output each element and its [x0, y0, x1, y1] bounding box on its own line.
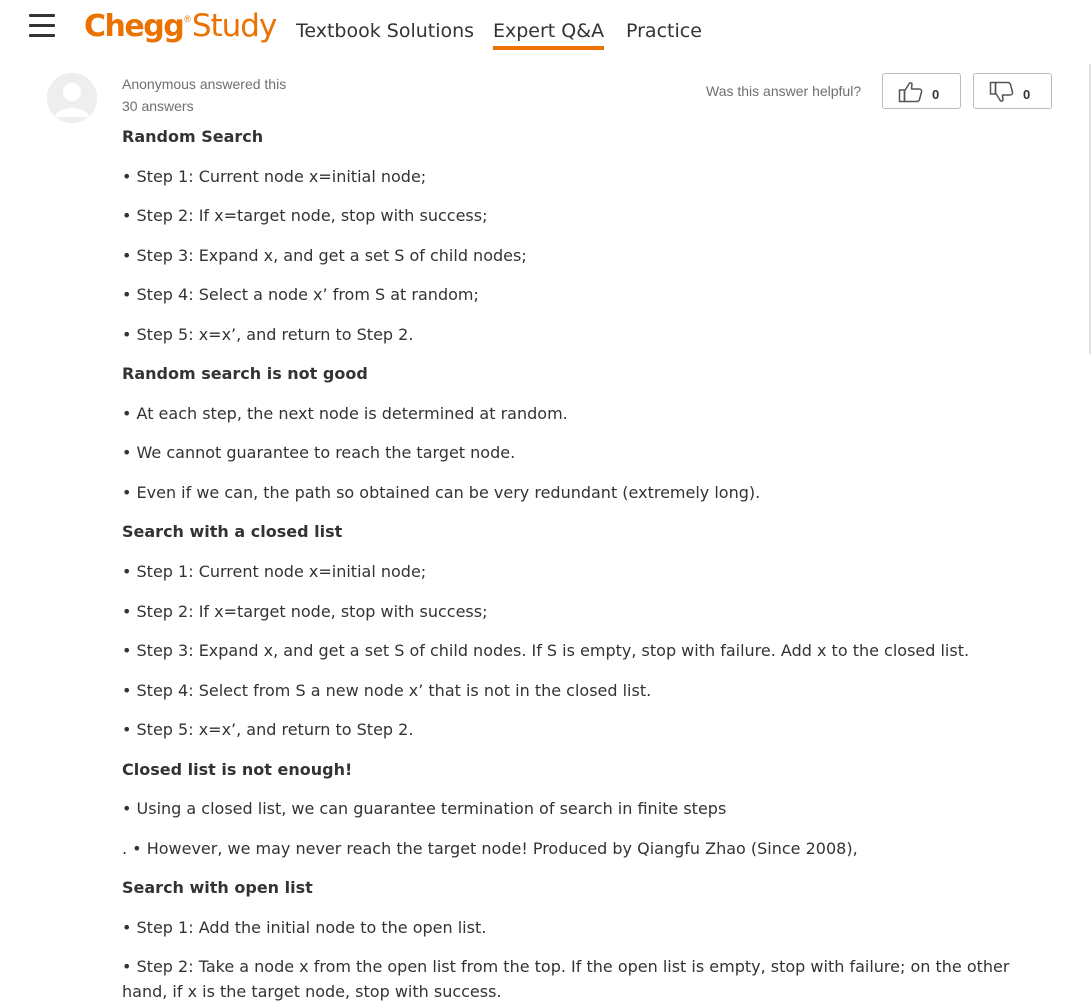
- thumbs-down-count: 0: [1023, 87, 1031, 102]
- thumbs-up-count: 0: [932, 87, 940, 102]
- hamburger-menu-icon[interactable]: [29, 14, 55, 38]
- logo-brand-text: Chegg: [84, 9, 184, 44]
- answer-section-heading: Random Search: [122, 127, 264, 146]
- site-header: [0, 0, 1091, 64]
- answer-step-line: • Using a closed list, we can guarantee termination of search in finite steps: [122, 799, 727, 819]
- answer-section-heading: Random search is not good: [122, 364, 368, 384]
- chegg-study-logo[interactable]: [84, 8, 276, 48]
- thumbs-down-icon: [989, 81, 1015, 106]
- answer-step-line: • We cannot guarantee to reach the target node.: [122, 443, 516, 463]
- answer-step-line: • Step 5: x=x’, and return to Step 2.: [122, 720, 414, 740]
- nav-practice[interactable]: Practice: [626, 20, 702, 42]
- answer-step-line: • Step 2: If x=target node, stop with success;: [122, 206, 488, 226]
- nav-textbook-solutions[interactable]: Textbook Solutions: [296, 20, 475, 42]
- thumbs-down-button[interactable]: [973, 73, 1052, 109]
- answer-step-line: • Step 4: Select from S a new node x’ that is not in the closed list.: [122, 680, 652, 700]
- logo-registered-mark: ®: [184, 14, 191, 24]
- answer-step-line: • Step 1: Add the initial node to the open list.: [122, 917, 487, 937]
- answer-meta: [122, 73, 286, 117]
- logo-product-text: Study: [191, 8, 277, 44]
- answer-section-heading: Search with open list: [122, 878, 313, 898]
- user-placeholder-icon: [47, 73, 97, 123]
- answer-step-line: • Step 5: x=x’, and return to Step 2.: [122, 324, 414, 344]
- answer-step-line: • Step 2: Take a node x from the open list from the top. If the open list is empty, stop with failure; on the other hand, if x is the target node, stop with success.: [122, 957, 1010, 1002]
- thumbs-up-button[interactable]: [882, 73, 961, 109]
- answer-step-line: • Step 1: Current node x=initial node;: [122, 166, 427, 186]
- thumbs-up-icon: [898, 81, 924, 106]
- author-line: Anonymous answered this: [122, 76, 287, 92]
- answer-step-line: • Step 3: Expand x, and get a set S of child nodes;: [122, 245, 527, 265]
- nav-expert-qa[interactable]: Expert Q&A: [493, 20, 604, 50]
- answer-step-line: • Step 4: Select a node x’ from S at random;: [122, 285, 479, 305]
- answer-step-line: • Even if we can, the path so obtained can be very redundant (extremely long).: [122, 482, 761, 502]
- answer-step-line: • Step 1: Current node x=initial node;: [122, 562, 427, 582]
- answer-count: 30 answers: [122, 98, 194, 114]
- answer-body: [122, 124, 1052, 1004]
- answer-section-heading: Closed list is not enough!: [122, 759, 353, 779]
- answer-step-line: . • However, we may never reach the target node! Produced by Qiangfu Zhao (Since 2008),: [122, 838, 858, 858]
- helpful-prompt: Was this answer helpful?: [706, 83, 862, 99]
- answer-section-heading: Search with a closed list: [122, 522, 343, 542]
- answer-step-line: • At each step, the next node is determined at random.: [122, 403, 568, 423]
- answer-step-line: • Step 3: Expand x, and get a set S of child nodes. If S is empty, stop with failure. Add x to the closed list.: [122, 641, 970, 661]
- answer-step-line: • Step 2: If x=target node, stop with success;: [122, 601, 488, 621]
